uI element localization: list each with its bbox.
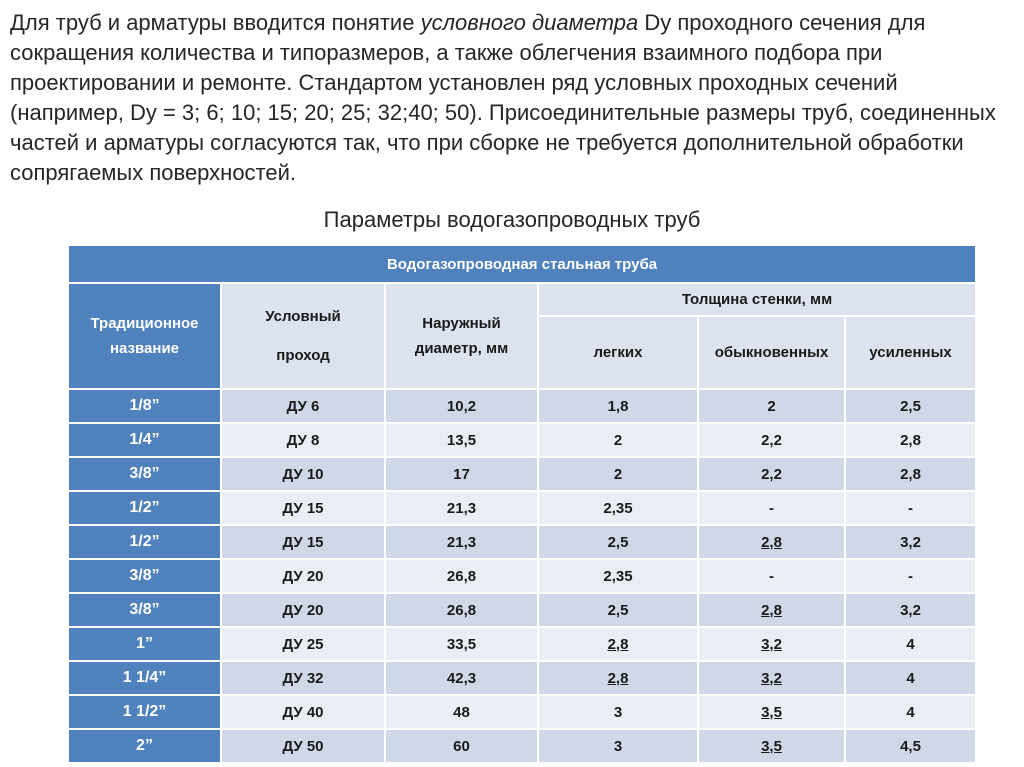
cell-value: 2 [767,397,776,415]
cell-value: 17 [453,465,470,483]
cell-dn [221,627,385,661]
cell-value: 2,8 [607,669,629,687]
table-row [68,491,976,525]
cell-value: 1” [136,635,153,652]
cell-value: 2” [136,737,153,754]
intro-text-2: Dу проходного сечения для сокращения количества и типоразмеров, а также облегчения взаимного подбора при проектировании и ремонте. Стандартом установлен ряд условных проходных сечений (например, Dу = 3; 6; 10; 15; 20; 25; 32;40; 50). Присоединительные размеры труб, соединенных частей и арматуры согласуются так, что при сборке не требуется дополнительной обработки сопрягаемых поверхностей. [10,10,996,185]
cell-reinforced [845,389,976,423]
cell-od [385,457,538,491]
cell-reinforced [845,559,976,593]
cell-od [385,525,538,559]
cell-reinforced [845,593,976,627]
intro-paragraph [10,8,1014,188]
table-title: Водогазопроводная стальная труба [68,245,976,283]
cell-od [385,695,538,729]
cell-light [538,491,698,525]
cell-od [385,729,538,763]
cell-light [538,457,698,491]
cell-dn [221,457,385,491]
cell-value: 3,2 [761,635,782,653]
cell-name [68,491,221,525]
cell-value: 2 [613,465,623,483]
cell-value: 4 [906,703,915,721]
cell-name [68,695,221,729]
cell-value: - [908,567,914,585]
cell-value: 3/8” [129,567,160,584]
cell-value: 1/2” [129,499,160,516]
cell-ordinary [698,423,845,457]
cell-value: - [769,499,774,517]
header-outer-diameter [385,283,538,389]
cell-value: 2,8 [900,431,921,449]
cell-value: 4,5 [900,737,921,755]
cell-od [385,389,538,423]
cell-value: 2,35 [603,499,633,517]
cell-light [538,593,698,627]
cell-value: 26,8 [446,567,477,585]
table-row [68,525,976,559]
table-caption: Параметры водогазопроводных труб [323,207,701,232]
cell-light [538,559,698,593]
cell-value: ДУ 8 [286,431,320,449]
table-row [68,593,976,627]
pipe-parameters-table [67,244,977,764]
cell-od [385,593,538,627]
cell-value: 3/8” [129,601,160,618]
cell-value: ДУ 6 [286,397,320,415]
cell-dn [221,389,385,423]
table-row [68,729,976,763]
cell-dn [221,695,385,729]
cell-od [385,491,538,525]
cell-value: 3,2 [900,601,921,619]
table-row [68,457,976,491]
cell-name [68,559,221,593]
cell-value: 2,5 [607,533,629,551]
cell-dn [221,729,385,763]
cell-name [68,593,221,627]
header-dn-line1: Условный [265,308,341,325]
cell-reinforced [845,491,976,525]
cell-name [68,457,221,491]
cell-value: 3,5 [761,703,782,721]
cell-value: 10,2 [446,397,477,415]
cell-light [538,627,698,661]
cell-value: 3,5 [761,737,782,755]
cell-value: 2,35 [603,567,633,585]
cell-reinforced [845,695,976,729]
cell-name [68,627,221,661]
cell-value: 2,2 [761,431,782,449]
header-name-line1: Традиционное [90,315,199,332]
cell-value: 2 [613,431,623,449]
cell-value: 26,8 [446,601,477,619]
cell-name [68,729,221,763]
cell-value: 1/2” [129,533,160,550]
intro-term: условного диаметра [420,10,639,35]
cell-ordinary [698,525,845,559]
cell-light [538,661,698,695]
cell-value: 2,5 [900,397,921,415]
cell-dn [221,661,385,695]
cell-value: 21,3 [446,533,477,551]
cell-ordinary [698,559,845,593]
header-wall-thickness: Толщина стенки, мм [538,283,976,316]
cell-value: 2,8 [607,635,629,653]
intro-text-1: Для труб и арматуры вводится понятие [10,10,421,35]
cell-value: 4 [906,635,915,653]
cell-value: 42,3 [446,669,477,687]
cell-value: 1,8 [607,397,629,415]
cell-light [538,423,698,457]
cell-value: 3 [613,703,623,721]
cell-ordinary [698,661,845,695]
header-light: легких [538,316,698,389]
header-ordinary: обыкновенных [698,316,845,389]
cell-reinforced [845,627,976,661]
cell-value: 3 [613,737,623,755]
header-reinforced: усиленных [845,316,976,389]
cell-ordinary [698,695,845,729]
cell-value: 1/8” [129,397,160,414]
cell-light [538,525,698,559]
cell-dn [221,559,385,593]
cell-value: 2,8 [761,533,782,551]
table-row [68,661,976,695]
cell-ordinary [698,627,845,661]
cell-value: 2,2 [761,465,782,483]
cell-dn [221,525,385,559]
cell-od [385,423,538,457]
header-name-line2: название [109,340,180,357]
cell-ordinary [698,457,845,491]
cell-dn [221,491,385,525]
table-row [68,627,976,661]
cell-value: - [908,499,914,517]
cell-reinforced [845,661,976,695]
table-row [68,695,976,729]
cell-reinforced [845,525,976,559]
cell-value: ДУ 40 [282,703,324,721]
cell-value: 3,2 [761,669,782,687]
cell-name [68,389,221,423]
cell-reinforced [845,423,976,457]
cell-value: 3,2 [900,533,921,551]
cell-value: 1 1/2” [122,703,167,720]
header-od-line1: Наружный [422,315,501,332]
header-od-line2: диаметр, мм [414,340,509,357]
cell-value: 2,8 [761,601,782,619]
cell-ordinary [698,593,845,627]
cell-value: ДУ 32 [282,669,324,687]
cell-value: ДУ 15 [282,533,324,551]
cell-value: 21,3 [446,499,477,517]
cell-value: 2,5 [607,601,629,619]
cell-ordinary [698,389,845,423]
cell-value: ДУ 15 [282,499,324,517]
cell-light [538,729,698,763]
cell-value: ДУ 20 [282,601,324,619]
cell-dn [221,593,385,627]
cell-value: 2,8 [900,465,921,483]
cell-value: - [769,567,774,585]
cell-value: ДУ 50 [282,737,324,755]
cell-value: 60 [453,737,470,755]
cell-dn [221,423,385,457]
cell-value: 4 [906,669,915,687]
cell-ordinary [698,491,845,525]
cell-od [385,627,538,661]
cell-value: 48 [453,703,470,721]
cell-name [68,661,221,695]
cell-od [385,661,538,695]
header-nominal-bore [221,283,385,389]
cell-value: ДУ 25 [282,635,324,653]
cell-od [385,559,538,593]
table-row [68,389,976,423]
cell-value: 1/4” [129,431,160,448]
cell-reinforced [845,457,976,491]
cell-value: 33,5 [446,635,477,653]
header-dn-line2: проход [276,347,330,364]
header-traditional-name [68,283,221,389]
table-row [68,559,976,593]
cell-value: 13,5 [446,431,477,449]
table-row [68,423,976,457]
cell-value: 3/8” [129,465,160,482]
cell-name [68,423,221,457]
cell-value: ДУ 10 [282,465,324,483]
cell-light [538,695,698,729]
cell-light [538,389,698,423]
cell-value: 1 1/4” [122,669,167,686]
cell-value: ДУ 20 [282,567,324,585]
cell-name [68,525,221,559]
cell-ordinary [698,729,845,763]
cell-reinforced [845,729,976,763]
